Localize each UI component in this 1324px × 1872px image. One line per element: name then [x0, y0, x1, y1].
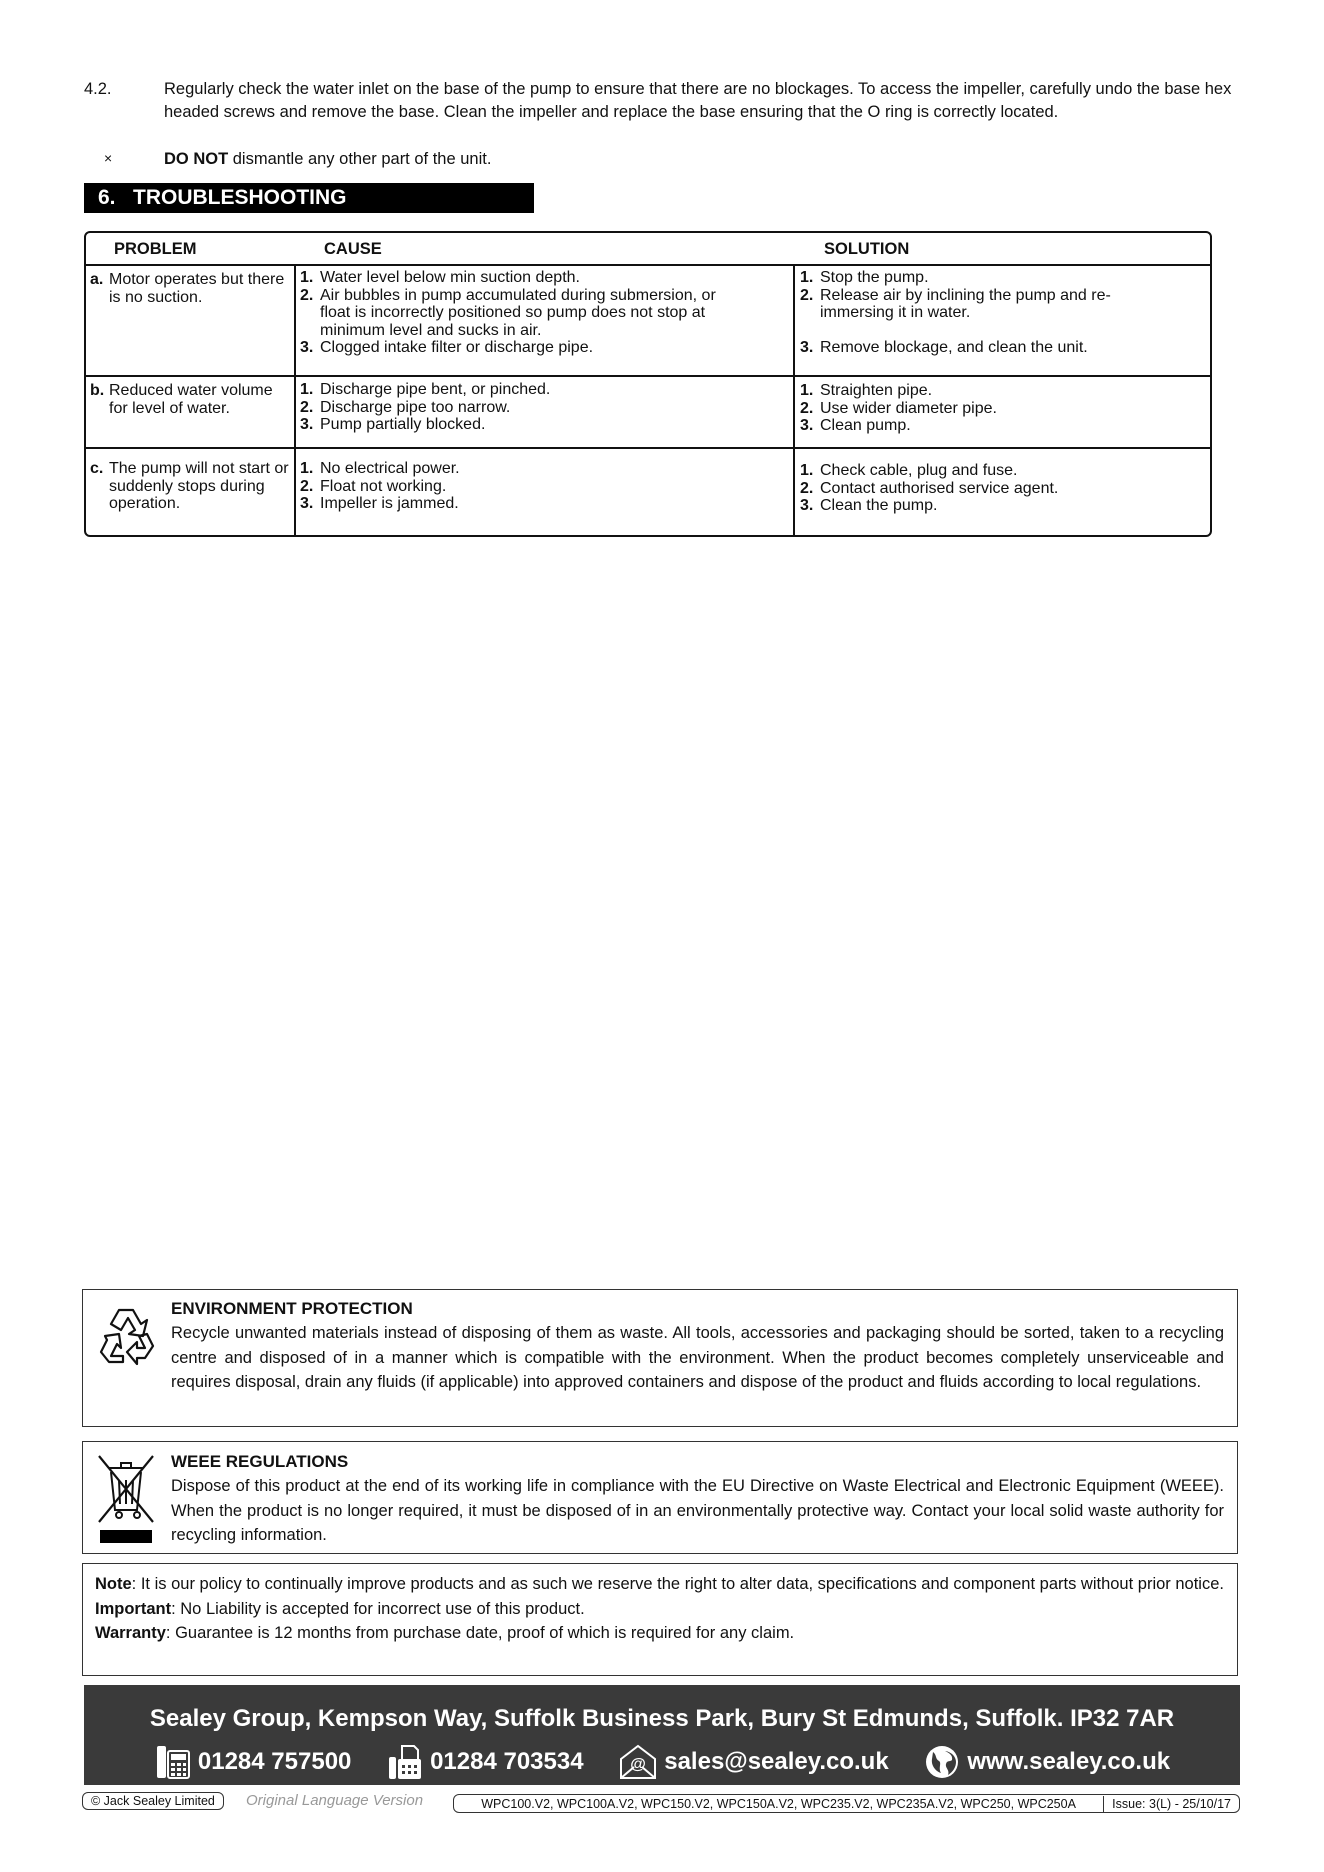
warranty-text: : Guarantee is 12 months from purchase date, proof of which is required for any claim. [165, 1624, 795, 1642]
fax-number: 01284 703534 [430, 1748, 584, 1775]
warning-line [84, 150, 984, 169]
model-issue-box [453, 1794, 1240, 1813]
notes-box [82, 1563, 1238, 1676]
column-header-problem: PROBLEM [114, 240, 197, 258]
note-text: : It is our policy to continually improve products and as such we reserve the right to alter data, specifications and component parts without prior notice. [131, 1575, 1224, 1593]
table-row-cause: 1. Discharge pipe bent, or pinched. 2. Discharge pipe too narrow. 3. Pump partially blocked. [300, 381, 551, 433]
troubleshooting-heading: 6. TROUBLESHOOTING [84, 183, 534, 213]
fax-icon [386, 1743, 424, 1781]
crossed-bin-icon [95, 1452, 157, 1544]
note-label: Note [95, 1575, 132, 1593]
column-header-cause: CAUSE [324, 240, 382, 258]
model-list: WPC100.V2, WPC100A.V2, WPC150.V2, WPC150A.V2, WPC235.V2, WPC235A.V2, WPC250, WPC250A [454, 1796, 1104, 1812]
table-row-problem: a. Motor operates but there is no suction. [90, 271, 285, 306]
table-divider [86, 264, 1210, 266]
email-address: sales@sealey.co.uk [664, 1748, 889, 1775]
phone-number: 01284 757500 [197, 1748, 352, 1775]
email-contact[interactable] [618, 1743, 888, 1781]
table-row-problem: b. Reduced water volume for level of water. [90, 382, 273, 417]
table-row-solution: 1. Check cable, plug and fuse. 2. Contact authorised service agent. 3. Clean the pump. [800, 462, 1059, 514]
fax-contact[interactable] [386, 1743, 584, 1781]
environment-title: ENVIRONMENT PROTECTION [171, 1299, 413, 1318]
phone-contact[interactable] [154, 1743, 352, 1781]
section-number: 4.2. [84, 80, 112, 98]
table-divider [294, 264, 296, 535]
section-text: Regularly check the water inlet on the base of the pump to ensure that there are no blockages. To access the impeller, carefully undo the base hex headed screws and remove the base. Clean the impeller and replace the base ensuring that the O ring is correctly located. [164, 80, 1232, 121]
environment-text: Recycle unwanted materials instead of disposing of them as waste. All tools, accessories and packaging should be sorted, taken to a recycling centre and disposed of in a manner which is compatible with the environment. When the product becomes completely unserviceable and requires disposal, drain any fluids (if applicable) into approved containers and dispose of the product and fluids according to local regulations. [171, 1324, 1224, 1391]
recycle-icon [95, 1304, 161, 1370]
warning-bold: DO NOT [164, 150, 229, 168]
table-row-solution: 1. Stop the pump. 2. Release air by inclining the pump and re-immersing it in water. 3. Remove blockage, and clean the unit. [800, 269, 1111, 356]
important-text: : No Liability is accepted for incorrect use of this product. [171, 1599, 585, 1618]
important-label: Important [95, 1599, 172, 1618]
notes-text [95, 1572, 1225, 1646]
weee-text: Dispose of this product at the end of its working life in compliance with the EU Directive on Waste Electrical and Electronic Equipment (WEEE). When the product is no longer required, it must be disposed of in an environmentally protective way. Contact your local solid waste authority for recycling information. [171, 1477, 1224, 1544]
table-row-solution: 1. Straighten pipe. 2. Use wider diameter pipe. 3. Clean pump. [800, 382, 997, 434]
website-contact[interactable] [923, 1743, 1170, 1781]
footer-contact-bar [84, 1685, 1240, 1785]
website-url: www.sealey.co.uk [967, 1748, 1171, 1775]
table-row-problem: c. The pump will not start or suddenly stops during operation. [90, 460, 289, 512]
table-divider [86, 447, 1210, 449]
section-4-2 [84, 78, 1234, 124]
column-header-solution: SOLUTION [824, 240, 910, 258]
issue-number: Issue: 3(L) - 25/10/17 [1112, 1796, 1231, 1811]
weee-title: WEEE REGULATIONS [171, 1452, 349, 1471]
email-icon [618, 1743, 658, 1781]
copyright-pill: © Jack Sealey Limited [82, 1794, 224, 1808]
svg-text:@: @ [630, 1756, 647, 1773]
table-divider [86, 375, 1210, 377]
table-divider [793, 264, 795, 535]
warranty-label: Warranty [95, 1624, 166, 1642]
weee-box [82, 1441, 1238, 1554]
warning-text: dismantle any other part of the unit. [228, 150, 492, 168]
company-address: Sealey Group, Kempson Way, Suffolk Business Park, Bury St Edmunds, Suffolk. IP32 7AR [149, 1705, 1175, 1732]
phone-icon [154, 1743, 192, 1781]
cross-icon: × [104, 150, 113, 166]
environment-box [82, 1289, 1238, 1427]
table-row-cause: 1. Water level below min suction depth. 2. Air bubbles in pump accumulated during submersion, or float is incorrectly positioned so pump does not stop at minimum level and sucks in air. 3. Clogged intake filter or discharge pipe. [300, 269, 716, 356]
table-row-cause: 1. No electrical power. 2. Float not working. 3. Impeller is jammed. [300, 460, 460, 512]
language-version: Original Language Version [246, 1792, 424, 1809]
globe-icon [923, 1743, 961, 1781]
troubleshooting-table [84, 231, 1212, 537]
